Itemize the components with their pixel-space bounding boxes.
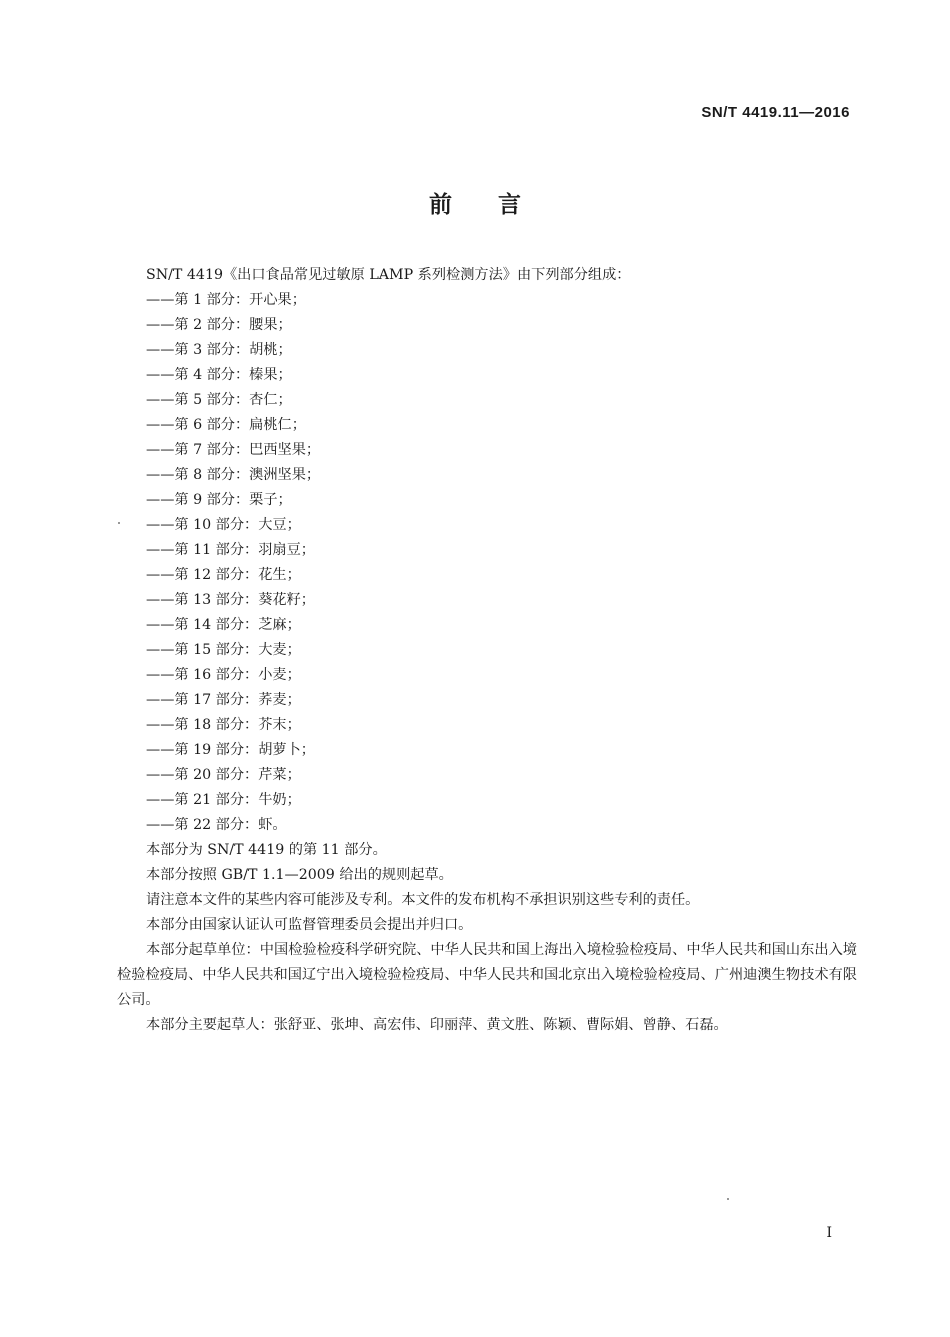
list-item: ——第 10 部分：大豆； bbox=[146, 517, 301, 533]
list-item: ——第 19 部分：胡萝卜； bbox=[146, 742, 315, 758]
list-item: ——第 12 部分：花生； bbox=[146, 567, 301, 583]
list-item: ——第 22 部分：虾。 bbox=[146, 817, 287, 833]
proposer-statement: 本部分由国家认证认可监督管理委员会提出并归口。 bbox=[146, 917, 473, 933]
foreword-body bbox=[117, 263, 857, 1038]
list-item: ——第 8 部分：澳洲坚果； bbox=[146, 467, 321, 483]
scan-speck bbox=[118, 522, 120, 524]
list-item: ——第 18 部分：芥末； bbox=[146, 717, 301, 733]
drafting-units-paragraph: 本部分起草单位：中国检验检疫科学研究院、中华人民共和国上海出入境检验检疫局、中华人民共和国山东出入境检验检疫局、中华人民共和国辽宁出入境检验检疫局、中华人民共和国北京出入境检验检疫局、广州迪澳生物技术有限公司。 bbox=[117, 942, 857, 1008]
list-item: ——第 14 部分：芝麻； bbox=[146, 617, 301, 633]
part-statement: 本部分为 SN/T 4419 的第 11 部分。 bbox=[146, 842, 387, 858]
standard-number: SN/T 4419.11—2016 bbox=[701, 104, 850, 121]
intro-paragraph: SN/T 4419《出口食品常见过敏原 LAMP 系列检测方法》由下列部分组成： bbox=[146, 267, 631, 283]
drafters-paragraph: 本部分主要起草人：张舒亚、张坤、高宏伟、印丽萍、黄文胜、陈颖、曹际娟、曾静、石磊。 bbox=[146, 1017, 728, 1033]
drafting-rules-statement: 本部分按照 GB/T 1.1—2009 给出的规则起草。 bbox=[146, 867, 453, 883]
list-item: ——第 5 部分：杏仁； bbox=[146, 392, 292, 408]
page-title: 前言 bbox=[429, 192, 567, 218]
parts-list bbox=[117, 288, 857, 838]
list-item: ——第 11 部分：羽扇豆； bbox=[146, 542, 315, 558]
list-item: ——第 16 部分：小麦； bbox=[146, 667, 301, 683]
list-item: ——第 1 部分：开心果； bbox=[146, 292, 306, 308]
list-item: ——第 6 部分：扁桃仁； bbox=[146, 417, 306, 433]
list-item: ——第 15 部分：大麦； bbox=[146, 642, 301, 658]
list-item: ——第 4 部分：榛果； bbox=[146, 367, 292, 383]
scan-speck bbox=[727, 1198, 729, 1200]
list-item: ——第 20 部分：芹菜； bbox=[146, 767, 301, 783]
list-item: ——第 17 部分：荞麦； bbox=[146, 692, 301, 708]
patent-notice: 请注意本文件的某些内容可能涉及专利。本文件的发布机构不承担识别这些专利的责任。 bbox=[146, 892, 700, 908]
list-item: ——第 3 部分：胡桃； bbox=[146, 342, 292, 358]
list-item: ——第 9 部分：栗子； bbox=[146, 492, 292, 508]
list-item: ——第 21 部分：牛奶； bbox=[146, 792, 301, 808]
list-item: ——第 13 部分：葵花籽； bbox=[146, 592, 315, 608]
page-number: I bbox=[826, 1225, 832, 1241]
list-item: ——第 2 部分：腰果； bbox=[146, 317, 292, 333]
list-item: ——第 7 部分：巴西坚果； bbox=[146, 442, 321, 458]
